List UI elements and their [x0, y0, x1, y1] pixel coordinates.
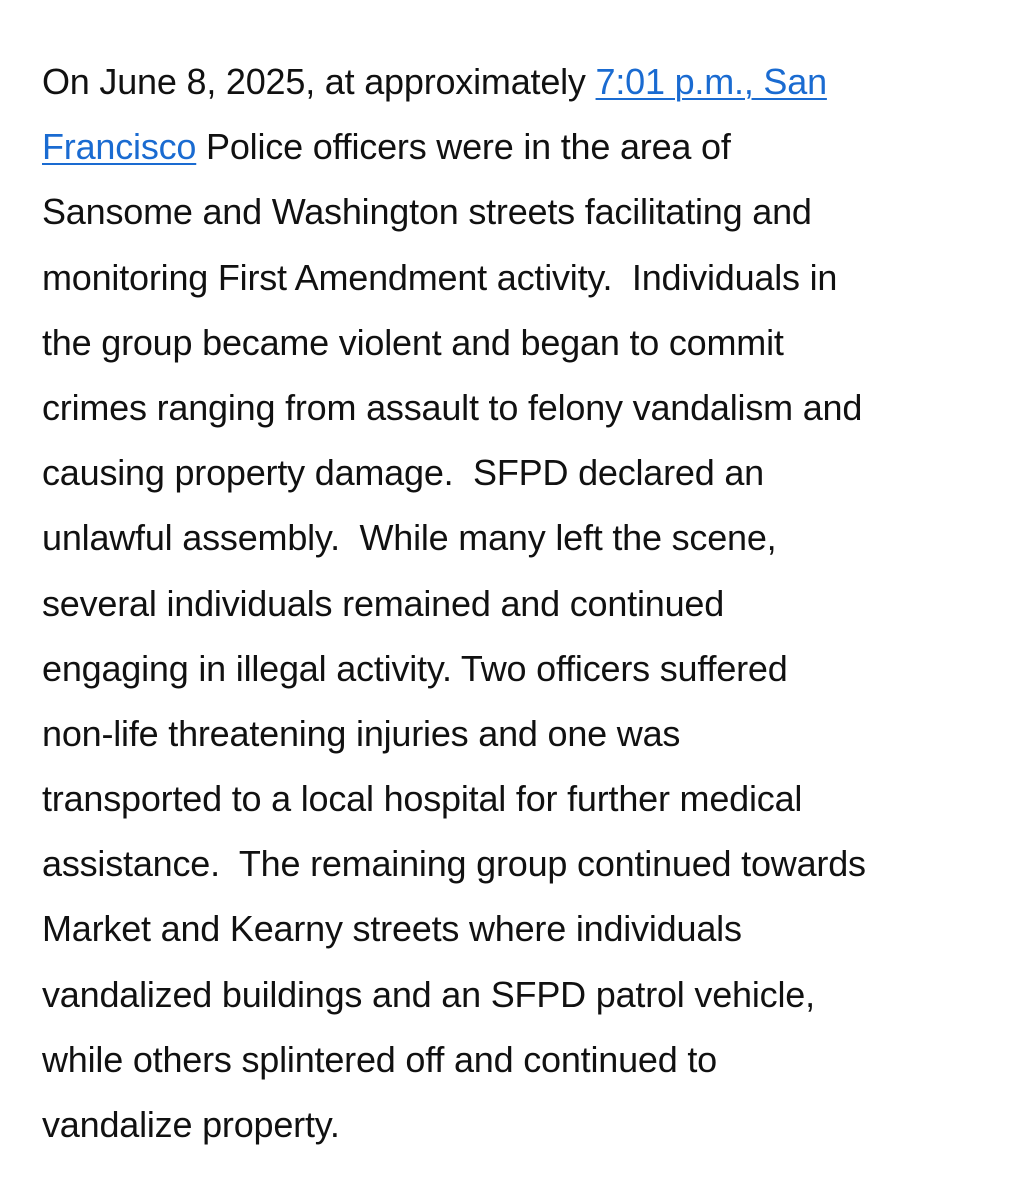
text-line: assistance. The remaining group continued towards — [42, 843, 866, 885]
text-line: causing property damage. SFPD declared an — [42, 452, 765, 494]
text-line: vandalize property. — [42, 1104, 340, 1145]
text-line: Market and Kearny streets where individuals — [42, 908, 742, 950]
text-line: vandalized buildings and an SFPD patrol vehicle, — [42, 973, 815, 1015]
text-line: engaging in illegal activity. Two officers suffered — [42, 647, 788, 689]
text-line: monitoring First Amendment activity. Individuals in — [42, 256, 838, 298]
text-line — [42, 114, 992, 179]
line-text: Police officers were in the area of — [196, 126, 731, 168]
text-line: the group became violent and began to commit — [42, 321, 784, 363]
text-line: crimes ranging from assault to felony vandalism and — [42, 386, 863, 428]
document-body — [42, 49, 992, 1157]
text-line — [42, 49, 992, 114]
text-line: Sansome and Washington streets facilitating and — [42, 191, 812, 233]
time-location-link[interactable]: 7:01 p.m., San — [595, 61, 827, 102]
text-line: non-life threatening injuries and one was — [42, 712, 681, 754]
text-line: several individuals remained and continued — [42, 582, 725, 624]
line-text: On June 8, 2025, at approximately — [42, 61, 596, 102]
text-line: while others splintered off and continued to — [42, 1038, 717, 1080]
text-line: transported to a local hospital for further medical — [42, 778, 803, 820]
location-link[interactable]: Francisco — [42, 126, 197, 168]
text-line: unlawful assembly. While many left the scene, — [42, 517, 777, 559]
